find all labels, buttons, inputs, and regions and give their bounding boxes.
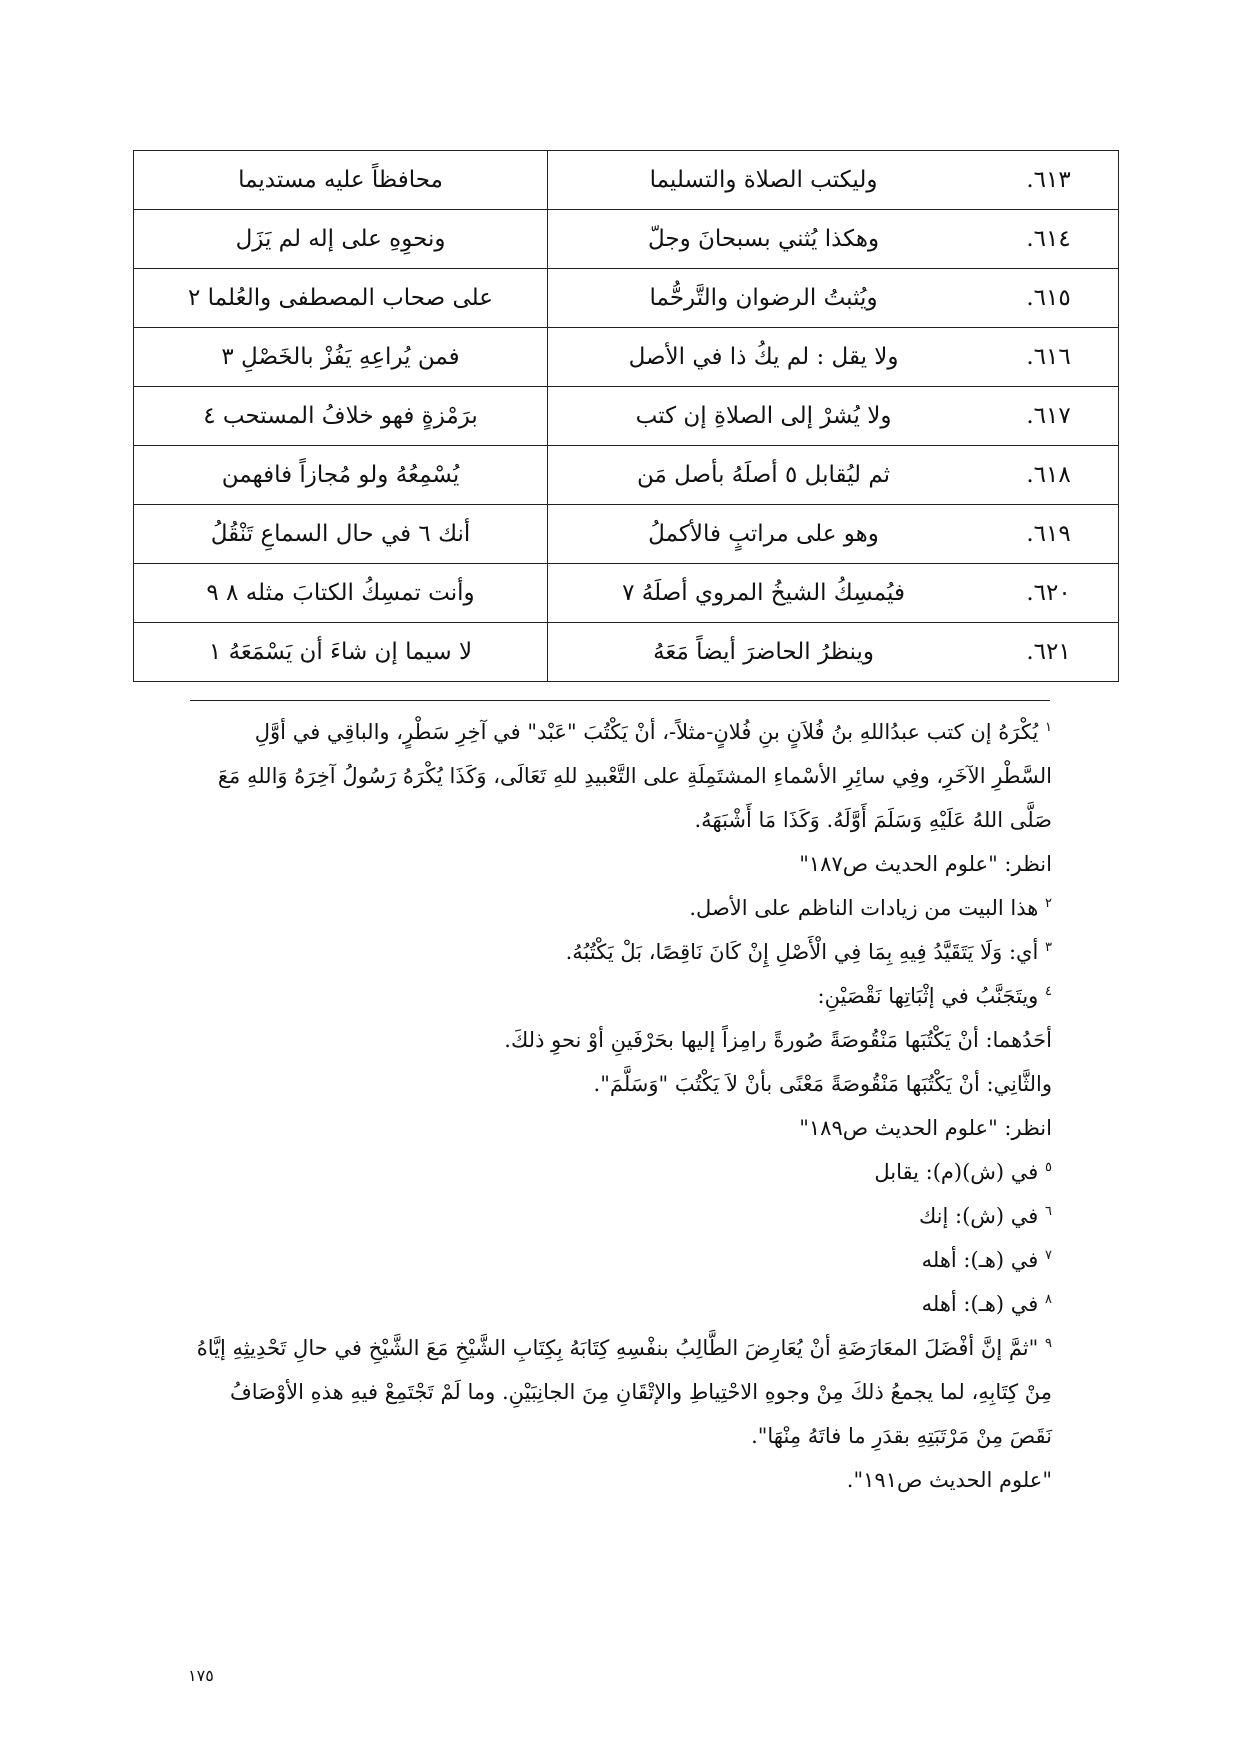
page-number: ١٧٥ [188,1666,214,1685]
verse-row [134,328,1119,387]
footnote-mark: ٣ [1045,940,1052,955]
footnotes [190,710,1052,1502]
footnote [190,1194,1052,1238]
second-hemistich: وأنت تمسِكُ الكتابَ مثله ٨ ٩ [134,564,548,623]
first-hemistich: وهو على مراتبٍ فالأكملُ [548,505,980,564]
second-hemistich: على صحاب المصطفى والعُلما ٢ [134,269,548,328]
footnote-mark: ٧ [1045,1248,1052,1263]
verses-table [133,150,1119,682]
footnote [190,842,1052,886]
second-hemistich: لا سيما إن شاءَ أن يَسْمَعَهُ ١ [134,623,548,682]
footnote [190,1238,1052,1282]
footnote [190,1326,1052,1458]
footnote-text: انظر: "علوم الحديث ص١٨٩" [799,1116,1052,1140]
footnote [190,710,1052,842]
first-hemistich: ولا يُشرْ إلى الصلاةِ إن كتب [548,387,980,446]
footnote-text: هذا البيت من زيادات الناظم على الأصل. [689,896,1039,920]
second-hemistich: أنك ٦ في حال السماعِ تَنْقُلُ [134,505,548,564]
footnote-mark: ٦ [1045,1204,1052,1219]
footnote-separator [190,700,1050,701]
verse-number: ٦١٧. [979,387,1118,446]
footnote [190,1018,1052,1062]
footnote-mark: ٨ [1045,1292,1052,1307]
footnote [190,1062,1052,1106]
footnote-mark: ٢ [1045,896,1052,911]
footnote-text: انظر: "علوم الحديث ص١٨٧" [799,852,1052,876]
verse-number: ٦٢١. [979,623,1118,682]
first-hemistich: وليكتب الصلاة والتسليما [548,151,980,210]
first-hemistich: ولا يقل : لم يكُ ذا في الأصل [548,328,980,387]
footnote-text: في (ش)(م): يقابل [874,1160,1039,1184]
footnote-text: والثَّانِي: أنْ يَكْتُبَها مَنْقُوصَةً مَعْنًى بأنْ لاَ يَكْتُبَ "وَسَلَّمَ". [593,1072,1052,1096]
verse-number: ٦١٦. [979,328,1118,387]
footnote-text: أحَدُهما: أنْ يَكْتُبَها مَنْقُوصَةً صُورةً رامِزاً إليها بحَرْفَينِ أوْ نحوِ ذلكَ. [504,1028,1052,1052]
footnote [190,930,1052,974]
verse-number: ٦١٩. [979,505,1118,564]
footnote-text: ويتَجَنَّبُ في إثْبَاتِها نَقْصَيْنِ: [817,984,1039,1008]
footnote-text: في (ش): إنك [918,1204,1039,1228]
verse-row [134,269,1119,328]
second-hemistich: محافظاً عليه مستديما [134,151,548,210]
verse-number: ٦٢٠. [979,564,1118,623]
footnote-mark: ٤ [1045,984,1052,999]
verse-row [134,210,1119,269]
first-hemistich: وينظرُ الحاضرَ أيضاً مَعَهُ [548,623,980,682]
footnote-mark: ١ [1045,720,1052,735]
verse-row [134,564,1119,623]
verse-row [134,446,1119,505]
footnote [190,1282,1052,1326]
footnote [190,974,1052,1018]
verse-number: ٦١٨. [979,446,1118,505]
footnote [190,1150,1052,1194]
footnote-text: "ثمَّ إنَّ أفْضَلَ المعَارَضَةِ أنْ يُعَارِضَ الطَّالِبُ بنفْسِهِ كِتَابَهُ بِكِتَابِ الشَّيْخِ مَعَ الشَّيْخِ في حالِ تَحْدِيثِهِ إيَّاهُ مِنْ كِتَابِهِ، لما يجمعُ ذلكَ مِنْ وجوهِ الاحْتِياطِ والإتْقَانِ مِنَ الجانِبَيْنِ. وما لَمْ تَجْتَمِعْ فيهِ هذهِ الأوْصَافُ نَقَصَ مِنْ مَرْتَبَتِهِ بقدَرِ ما فاتَهُ مِنْهَا". [196,1336,1052,1448]
first-hemistich: فيُمسِكُ الشيخُ المروي أصلَهُ ٧ [548,564,980,623]
footnote-text: في (هـ): أهله [921,1292,1039,1316]
second-hemistich: برَمْزةٍ فهو خلافُ المستحب ٤ [134,387,548,446]
footnote [190,886,1052,930]
footnote-mark: ٩ [1045,1336,1052,1351]
verse-row [134,623,1119,682]
footnote-text: في (هـ): أهله [921,1248,1039,1272]
footnote-text: أي: وَلَا يَتَقَيَّدُ فِيهِ بِمَا فِي الْأَصْلِ إِنْ كَانَ نَاقِصًا، بَلْ يَكْتُبُهُ. [565,940,1039,964]
first-hemistich: ثم ليُقابل ٥ أصلَهُ بأصل مَن [548,446,980,505]
verse-row [134,505,1119,564]
verse-number: ٦١٤. [979,210,1118,269]
verse-row [134,387,1119,446]
second-hemistich: يُسْمِعُهُ ولو مُجازاً فافهمن [134,446,548,505]
first-hemistich: وهكذا يُثني بسبحانَ وجلّ [548,210,980,269]
footnote-text: "علوم الحديث ص١٩١". [846,1468,1052,1492]
footnote-mark: ٥ [1045,1160,1052,1175]
footnote [190,1106,1052,1150]
second-hemistich: فمن يُراعِهِ يَفُزْ بالخَصْلِ ٣ [134,328,548,387]
verse-number: ٦١٣. [979,151,1118,210]
first-hemistich: ويُثبتُ الرضوان والتَّرحُّما [548,269,980,328]
footnote [190,1458,1052,1502]
footnote-text: يُكْرَهُ إن كتب عبدُاللهِ بنُ فُلاَنٍ بنِ فُلانٍ-مثلاً-، أنْ يَكْتُبَ "عَبْد" في آخِرِ سَطْرٍ، والباقِي في أوَّلِ السَّطْرِ الآخَرِ، وفِي سائِرِ الأسْماءِ المشتَمِلَةِ على التَّعْبيدِ للهِ تَعَالَى، وَكَذَا يُكْرَهُ رَسُولُ آخِرَهُ وَاللهِ مَعَ صَلَّى اللهُ عَلَيْهِ وَسَلَمَ أَوَّلَهُ. وَكَذَا مَا أَشْبَهَهُ. [217,720,1052,832]
verse-number: ٦١٥. [979,269,1118,328]
verse-row [134,151,1119,210]
second-hemistich: ونحوِهِ على إله لم يَزَل [134,210,548,269]
